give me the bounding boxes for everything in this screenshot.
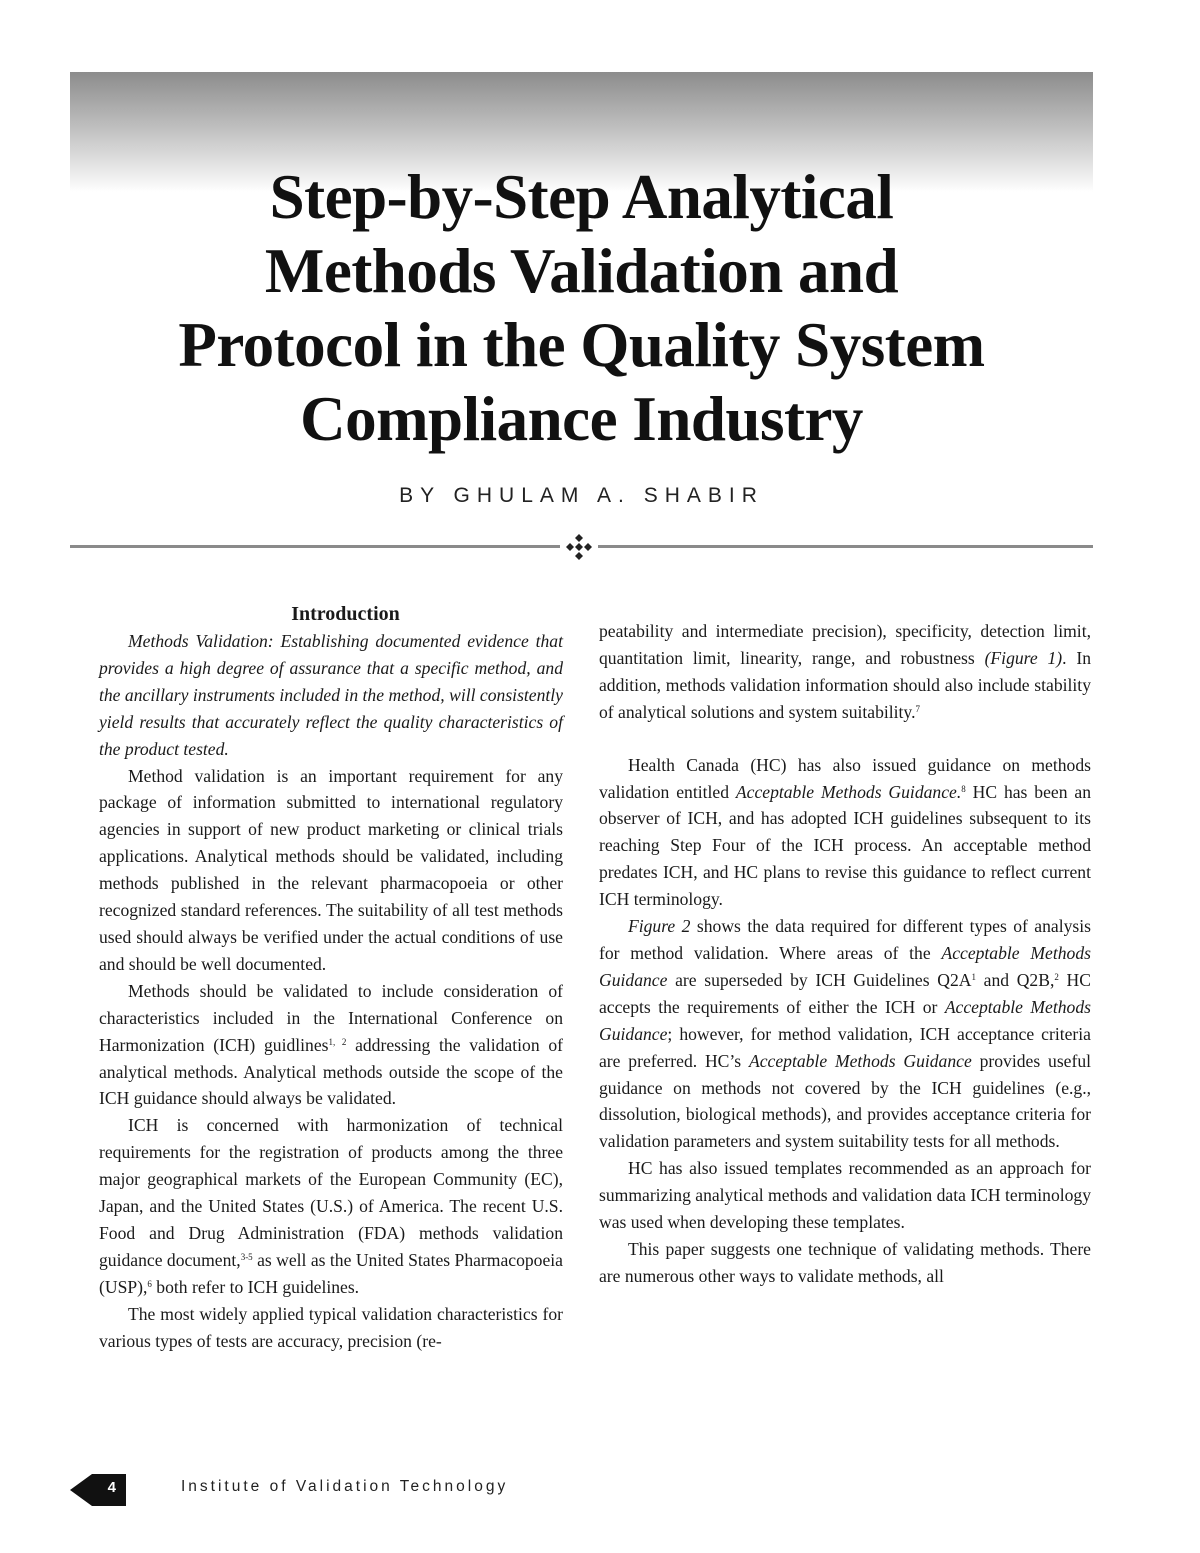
right-column <box>599 618 1091 1290</box>
title-line-3: Protocol in the Quality System <box>178 310 985 380</box>
title-line-4: Compliance Industry <box>300 384 863 454</box>
section-heading-introduction: Introduction <box>291 603 400 625</box>
citation: 3-5 <box>240 1251 253 1262</box>
paragraph: HC has also issued templates recommended as an approach for summarizing analytical methods and validation data ICH terminology was used when developing these templates. <box>599 1158 1092 1233</box>
text-run: peatability and intermediate precision), specificity, detection limit, quantitation limit, linearity, range, and robustness <box>599 621 1091 668</box>
text-run: HC accepts the requirements of either the ICH or <box>599 969 1091 1017</box>
text-run: . In addition, methods validation information should also include stability of analytical solutions and system suitability. <box>599 647 1092 722</box>
divider-rule-left <box>70 545 560 548</box>
citation: 1 <box>971 971 976 982</box>
title-line-2: Methods Validation and <box>264 236 899 306</box>
text-run: Health Canada (HC) has also issued guidance on methods validation entitled <box>599 754 1091 802</box>
paragraph <box>599 618 1091 726</box>
text-run: both refer to ICH guidelines. <box>151 1276 360 1297</box>
footer-publisher: Institute of Validation Technology <box>181 1478 509 1495</box>
article-title <box>70 160 1093 456</box>
text-run: HC has been an observer of ICH, and has adopted ICH guidelines subsequent to its reaching Step Four of the ICH process. An acceptable method predates ICH, and HC plans to revise this guidance to reflect current ICH terminology. <box>599 781 1091 910</box>
citation: 6 <box>147 1278 152 1289</box>
citation: 1, 2 <box>328 1036 347 1047</box>
left-column <box>99 600 563 1354</box>
page-number: 4 <box>107 1479 116 1496</box>
epigraph: Methods Validation: Establishing documented evidence that provides a high degree of assurance that a specific method, and the ancillary instruments included in the method, will consistently yield results that accurately reflect the quality characteristics of the product tested. <box>99 631 563 759</box>
italic-title: Acceptable Methods Guidance <box>599 942 1091 990</box>
italic-title: Acceptable Methods Guidance <box>599 996 1091 1044</box>
paragraph: This paper suggests one technique of validating methods. There are numerous other ways to validate methods, all <box>599 1238 1091 1286</box>
citation: 7 <box>915 703 920 714</box>
text-run: as well as the United States Pharmacopoeia (USP), <box>99 1249 563 1297</box>
text-run: are superseded by ICH Guidelines Q2A <box>667 969 972 990</box>
paragraph: Method validation is an important requirement for any package of information submitted to international regulatory agencies in support of new product marketing or clinical trials applications. Analytical methods should be validated, including methods published in the relevant pharmacopoeia or other recognized standard references. The suitability of all test methods used should always be verified under the actual conditions of use and should be well documented. <box>99 765 563 974</box>
italic-title: Acceptable Methods Guidance. <box>735 781 962 802</box>
citation: 8 <box>961 783 966 794</box>
divider-rule-right <box>598 545 1093 548</box>
figure-reference: Figure 2 <box>628 916 691 937</box>
title-line-1: Step-by-Step Analytical <box>269 162 894 232</box>
paragraph <box>99 1112 563 1300</box>
citation: 2 <box>1054 971 1059 982</box>
text-run: ICH is concerned with harmonization of technical requirements for the registration of products among the three major geographical markets of the European Community (EC), Japan, and the United States (U.S.) of America. The recent U.S. Food and Drug Administration (FDA) methods validation guidance document, <box>99 1115 563 1270</box>
page-tab-arrow-icon <box>70 1474 126 1506</box>
text-run: ; however, for method validation, ICH acceptance criteria are preferred. HC’s <box>599 1023 1091 1071</box>
paragraph <box>99 978 563 1113</box>
figure-reference: (Figure 1) <box>984 647 1063 668</box>
diamond-ornament-icon <box>565 533 593 561</box>
text-run: addressing the validation of analytical methods. Analytical methods outside the scope of the ICH guidance should always be validated. <box>99 1034 563 1109</box>
page-number-tab <box>70 1474 126 1506</box>
text-run: and Q2B, <box>975 969 1055 990</box>
paragraph: The most widely applied typical validation characteristics for various types of tests are accuracy, precision (re- <box>99 1303 563 1351</box>
italic-title: Acceptable Methods Guidance <box>748 1050 972 1071</box>
text-run: provides useful guidance on methods not covered by the ICH guidelines (e.g., dissolution, biological methods), and provides acceptance criteria for validation parameters and system suitability tests for all methods. <box>599 1050 1092 1152</box>
text-run: shows the data required for different types of analysis for method validation. Where areas of the <box>599 916 1091 963</box>
paragraph <box>599 752 1091 913</box>
paragraph <box>599 913 1091 1155</box>
author-byline: BY GHULAM A. SHABIR <box>399 484 764 507</box>
text-run: Methods should be validated to include consideration of characteristics included in the International Conference on Harmonization (ICH) guidlines <box>99 980 563 1055</box>
